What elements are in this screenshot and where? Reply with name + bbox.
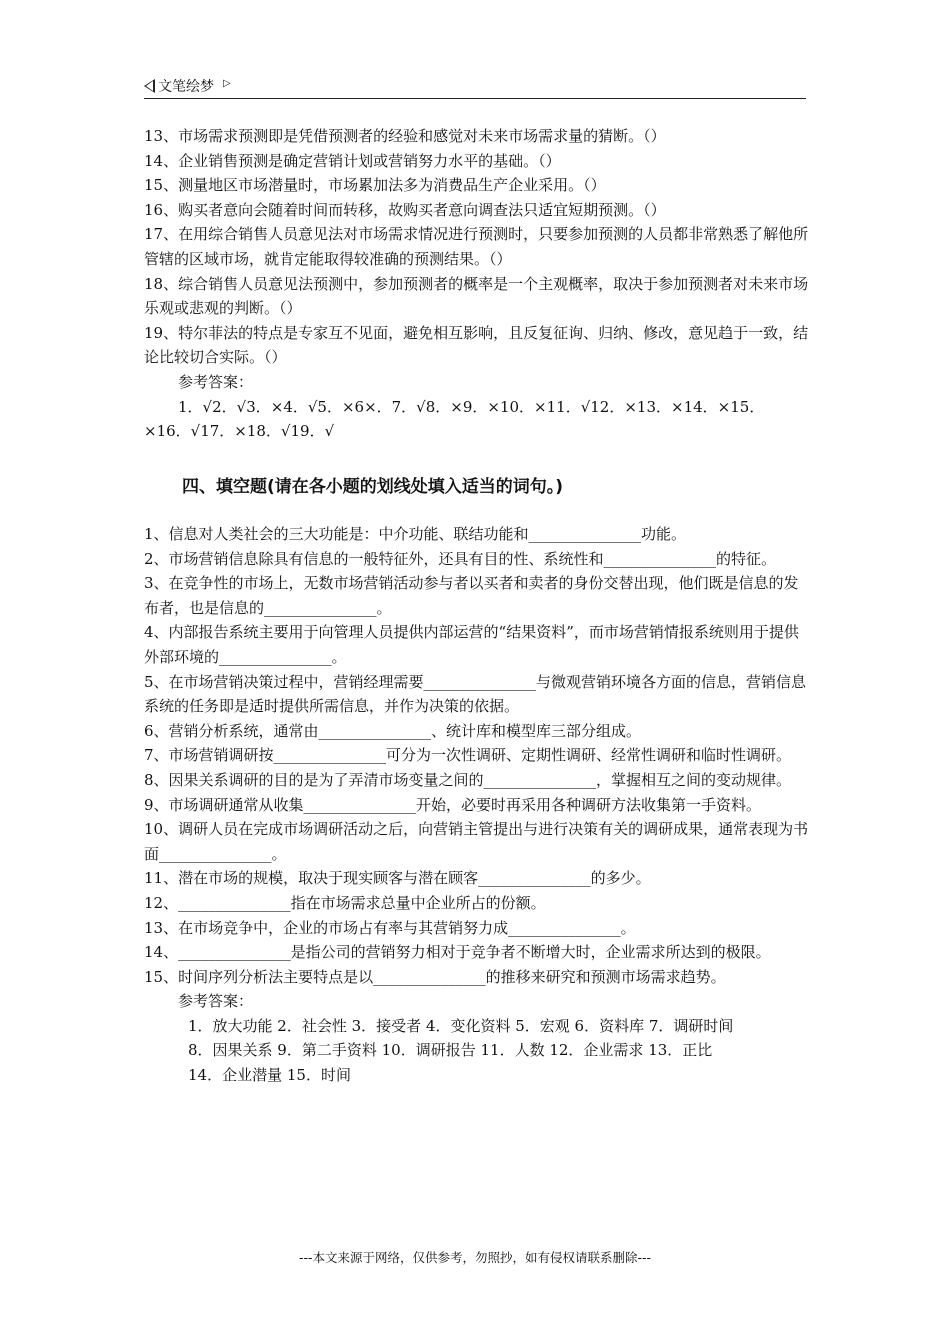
fill-question: 10、调研人员在完成市场调研活动之后，向营销主管提出与进行决策有关的调研成果，通常表现为书面_______________。	[144, 820, 809, 863]
brand-name: 文笔绘梦	[158, 79, 214, 95]
fill-answer-line: 8．因果关系 9．第二手资料 10．调研报告 11．人数 12．企业需求 13．正比	[188, 1041, 713, 1060]
fill-answer-label: 参考答案：	[178, 992, 254, 1011]
section-title: 四、填空题(请在各小题的划线处填入适当的词句。)	[182, 477, 564, 497]
judge-section	[144, 124, 810, 444]
fill-section	[144, 522, 810, 1088]
fill-question: 7、市场营销调研按_______________可分为一次性调研、定期性调研、经常性调研和临时性调研。	[144, 746, 792, 765]
fill-question: 6、营销分析系统，通常由_______________、统计库和模型库三部分组成。	[144, 721, 642, 740]
fill-question: 1、信息对人类社会的三大功能是：中介功能、联结功能和_______________功能。	[144, 525, 687, 543]
judge-question: 16、购买者意向会随着时间而转移，故购买者意向调查法只适宜短期预测。（）	[144, 200, 666, 219]
fill-question: 12、_______________指在市场需求总量中企业所占的份额。	[144, 893, 546, 912]
fill-question: 4、内部报告系统主要用于向管理人员提供内部运营的“结果资料”，而市场营销情报系统则用于提供外部环境的_______________。	[144, 623, 799, 666]
fill-question: 9、市场调研通常从收集_______________开始，必要时再采用各种调研方法收集第一手资料。	[144, 795, 762, 814]
judge-answer-label: 参考答案：	[178, 372, 254, 391]
fill-answer-line: 14．企业潜量 15．时间	[188, 1066, 351, 1085]
page-header	[144, 72, 806, 99]
fill-question: 11、潜在市场的规模，取决于现实顾客与潜在顾客_______________的多少。	[144, 869, 651, 888]
judge-question: 18、综合销售人员意见法预测中，参加预测者的概率是一个主观概率，取决于参加预测者对未来市场乐观或悲观的判断。（）	[144, 274, 809, 318]
judge-question: 14、企业销售预测是确定营销计划或营销努力水平的基础。（）	[144, 151, 561, 170]
judge-answer-line: 1．√2．√3．×4．√5．×6×．7．√8．×9．×10．×11．√12．×13．×14．×15．	[178, 397, 765, 416]
fill-question: 8、因果关系调研的目的是为了弄清市场变量之间的_______________，掌握相互之间的变动规律。	[144, 770, 792, 789]
fill-question: 3、在竞争性的市场上，无数市场营销活动参与者以买者和卖者的身份交替出现，他们既是信息的发布者，也是信息的_______________。	[144, 574, 799, 617]
judge-question: 15、测量地区市场潜量时，市场累加法多为消费品生产企业采用。（）	[144, 176, 606, 195]
fill-answer-line: 1．放大功能 2．社会性 3．接受者 4．变化资料 5．宏观 6．资料库 7．调研时间	[188, 1016, 734, 1035]
brand-logo	[144, 76, 231, 96]
footer-disclaimer: ---本文来源于网络，仅供参考，勿照抄，如有侵权请联系删除---	[298, 1250, 652, 1265]
fill-question: 5、在市场营销决策过程中，营销经理需要_______________与微观营销环境各方面的信息，营销信息系统的任务即是适时提供所需信息，并作为决策的依据。	[144, 672, 807, 716]
fill-question: 14、_______________是指公司的营销努力相对于竞争者不断增大时，企业需求所达到的极限。	[144, 943, 771, 962]
judge-question: 13、市场需求预测即是凭借预测者的经验和感觉对未来市场需求量的猜断。（）	[144, 127, 666, 145]
triangle-right-icon: ▷	[223, 77, 231, 89]
judge-question: 19、特尔菲法的特点是专家互不见面，避免相互影响，且反复征询、归纳、修改，意见趋于一致，结论比较切合实际。（）	[144, 323, 809, 367]
triangle-left-icon	[144, 79, 155, 93]
fill-question: 2、市场营销信息除具有信息的一般特征外，还具有目的性、系统性和_______________的特征。	[144, 549, 777, 568]
fill-question: 13、在市场竞争中，企业的市场占有率与其营销努力成_______________。	[144, 918, 636, 937]
judge-question: 17、在用综合销售人员意见法对市场需求情况进行预测时，只要参加预测的人员都非常熟悉了解他所管辖的区域市场，就肯定能取得较准确的预测结果。（）	[144, 225, 809, 268]
fill-question: 15、时间序列分析法主要特点是以_______________的推移来研究和预测市场需求趋势。	[144, 967, 726, 986]
judge-answer-line: ×16．√17．×18．√19．√	[144, 422, 335, 441]
